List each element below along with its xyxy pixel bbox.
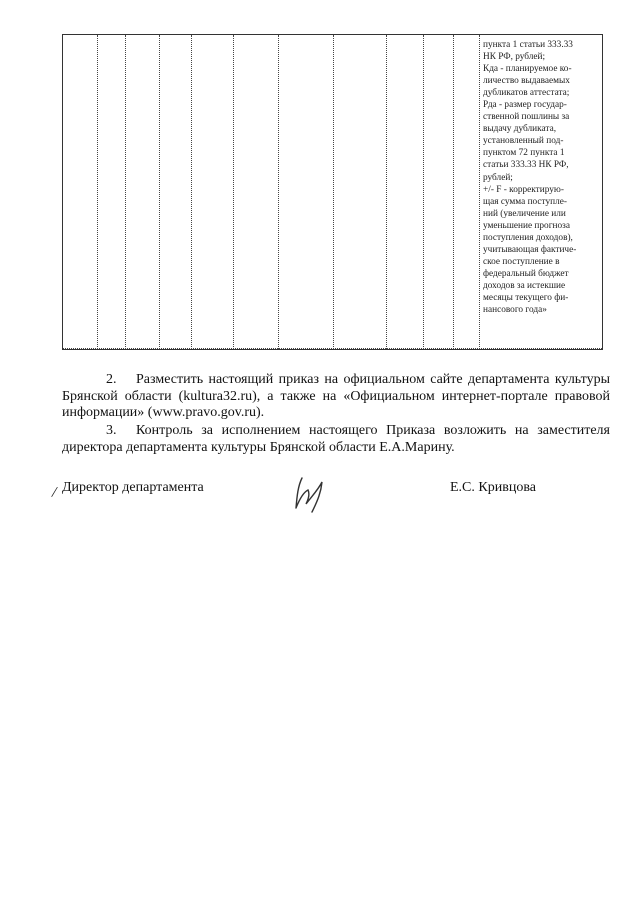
cell-text-line: пункта 1 статьи 333.33 (483, 40, 573, 50)
cell-text-line: установленный под- (483, 136, 564, 147)
cell-text-line: доходов за истекшие (483, 280, 566, 291)
table-column-divider (453, 35, 454, 349)
cell-text-line: месяцы текущего фи- (483, 292, 569, 303)
table-column-divider (479, 35, 480, 349)
cell-text-line: ственной пошлины за (483, 112, 570, 123)
cell-text-line: федеральный бюджет (483, 268, 569, 279)
paragraph-number: 3. (106, 423, 117, 438)
cell-text-line: дубликатов аттестата; (483, 88, 570, 99)
paragraph-text: Контроль за исполнением настоящего Приказа возложить на заместителя директора департамента культуры Брянской области Е.А.Марину. (62, 423, 610, 455)
handwritten-signature (288, 468, 336, 516)
cell-text-line: Рда - размер государ- (483, 100, 567, 111)
paragraph-number: 2. (106, 372, 117, 387)
table-column-divider (423, 35, 424, 349)
table-column-divider (97, 35, 98, 349)
cell-text-line: щая сумма поступле- (483, 196, 567, 207)
paragraph-3 (62, 423, 610, 456)
table-column-divider (386, 35, 387, 349)
formula-description-cell (483, 39, 601, 316)
table-column-divider (159, 35, 160, 349)
cell-text-line: поступления доходов), (483, 232, 573, 243)
cell-text-line: ское поступление в (483, 256, 560, 267)
paragraph-text: Разместить настоящий приказ на официальном сайте департамента культуры Брянской области (kultura32.ru), а также на «Официальном интернет-портале правовой информации» (www.pravo.gov.ru). (62, 372, 610, 420)
cell-text-line: выдачу дубликата, (483, 124, 557, 135)
table-fragment (62, 34, 603, 350)
cell-text-line: Кда - планируемое ко- (483, 64, 572, 75)
cell-text-line: личество выдаваемых (483, 76, 570, 87)
table-column-divider (333, 35, 334, 349)
signatory-title: Директор департамента (62, 480, 204, 495)
table-column-divider (125, 35, 126, 349)
table-column-divider (278, 35, 279, 349)
cell-text-line: нансового года» (483, 305, 547, 316)
cell-text-line: рублей; (483, 172, 513, 183)
cell-text-line: статьи 333.33 НК РФ, (483, 160, 569, 171)
margin-mark: / (50, 483, 59, 502)
cell-text-line: учитывающая фактиче- (483, 244, 577, 255)
table-bottom-border (63, 348, 602, 349)
cell-text-line: НК РФ, рублей; (483, 52, 546, 63)
paragraph-2 (62, 372, 610, 422)
cell-text-line: уменьшение прогноза (483, 220, 570, 231)
cell-text-line: ний (увеличение или (483, 208, 566, 219)
table-column-divider (191, 35, 192, 349)
signatory-name: Е.С. Кривцова (450, 480, 536, 495)
table-column-divider (233, 35, 234, 349)
cell-text-line: пунктом 72 пункта 1 (483, 148, 565, 159)
cell-text-line: +/- F - корректирую- (483, 184, 564, 195)
